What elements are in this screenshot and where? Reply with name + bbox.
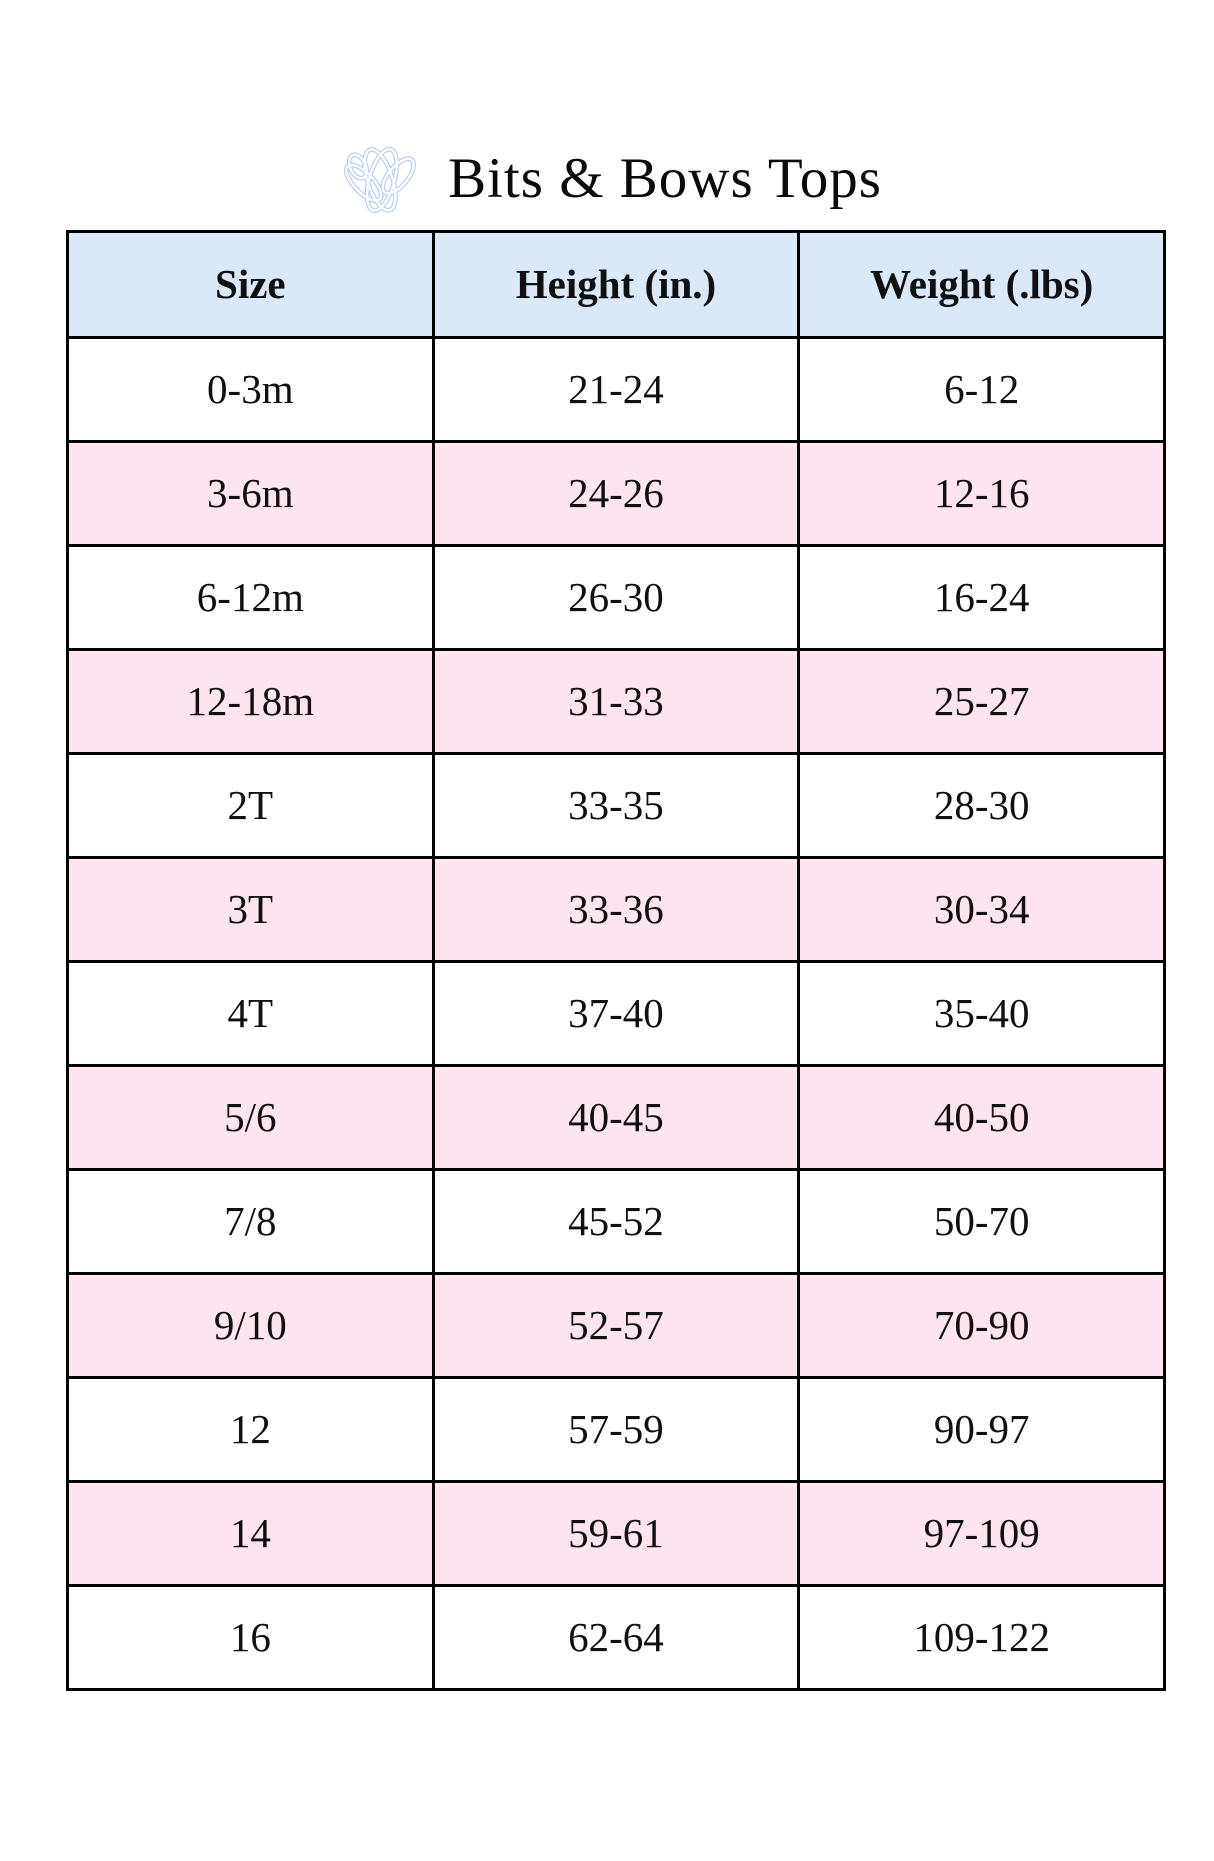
size-cell: 16 xyxy=(68,1586,434,1690)
table-row xyxy=(68,1066,1165,1170)
table-row xyxy=(68,442,1165,546)
height-cell: 37-40 xyxy=(433,962,799,1066)
size-cell: 0-3m xyxy=(68,338,434,442)
size-cell: 7/8 xyxy=(68,1170,434,1274)
height-cell: 45-52 xyxy=(433,1170,799,1274)
table-row xyxy=(68,1378,1165,1482)
weight-cell: 30-34 xyxy=(799,858,1165,962)
size-cell: 12-18m xyxy=(68,650,434,754)
size-chart-table xyxy=(66,230,1166,1691)
weight-cell: 70-90 xyxy=(799,1274,1165,1378)
height-cell: 31-33 xyxy=(433,650,799,754)
bits-and-bows-monogram-icon xyxy=(332,130,428,226)
height-cell: 62-64 xyxy=(433,1586,799,1690)
weight-cell: 50-70 xyxy=(799,1170,1165,1274)
weight-cell: 109-122 xyxy=(799,1586,1165,1690)
size-cell: 14 xyxy=(68,1482,434,1586)
header-weight: Weight (.lbs) xyxy=(799,232,1165,338)
height-cell: 40-45 xyxy=(433,1066,799,1170)
weight-cell: 97-109 xyxy=(799,1482,1165,1586)
brand-header xyxy=(0,130,1214,226)
table-row xyxy=(68,338,1165,442)
table-row xyxy=(68,858,1165,962)
table-row xyxy=(68,754,1165,858)
weight-cell: 6-12 xyxy=(799,338,1165,442)
height-cell: 33-36 xyxy=(433,858,799,962)
size-cell: 3T xyxy=(68,858,434,962)
size-cell: 4T xyxy=(68,962,434,1066)
weight-cell: 12-16 xyxy=(799,442,1165,546)
size-cell: 5/6 xyxy=(68,1066,434,1170)
height-cell: 21-24 xyxy=(433,338,799,442)
weight-cell: 25-27 xyxy=(799,650,1165,754)
table-row xyxy=(68,1170,1165,1274)
size-cell: 3-6m xyxy=(68,442,434,546)
table-row xyxy=(68,1586,1165,1690)
weight-cell: 90-97 xyxy=(799,1378,1165,1482)
height-cell: 59-61 xyxy=(433,1482,799,1586)
height-cell: 24-26 xyxy=(433,442,799,546)
weight-cell: 16-24 xyxy=(799,546,1165,650)
size-chart-body xyxy=(68,338,1165,1690)
size-chart-header xyxy=(68,232,1165,338)
header-size: Size xyxy=(68,232,434,338)
page-title: Bits & Bows Tops xyxy=(448,146,882,210)
height-cell: 33-35 xyxy=(433,754,799,858)
height-cell: 52-57 xyxy=(433,1274,799,1378)
size-cell: 6-12m xyxy=(68,546,434,650)
header-height: Height (in.) xyxy=(433,232,799,338)
size-cell: 2T xyxy=(68,754,434,858)
weight-cell: 35-40 xyxy=(799,962,1165,1066)
size-cell: 12 xyxy=(68,1378,434,1482)
header-row xyxy=(68,232,1165,338)
table-row xyxy=(68,962,1165,1066)
weight-cell: 28-30 xyxy=(799,754,1165,858)
table-row xyxy=(68,650,1165,754)
weight-cell: 40-50 xyxy=(799,1066,1165,1170)
table-row xyxy=(68,546,1165,650)
height-cell: 26-30 xyxy=(433,546,799,650)
height-cell: 57-59 xyxy=(433,1378,799,1482)
table-row xyxy=(68,1482,1165,1586)
size-cell: 9/10 xyxy=(68,1274,434,1378)
table-row xyxy=(68,1274,1165,1378)
